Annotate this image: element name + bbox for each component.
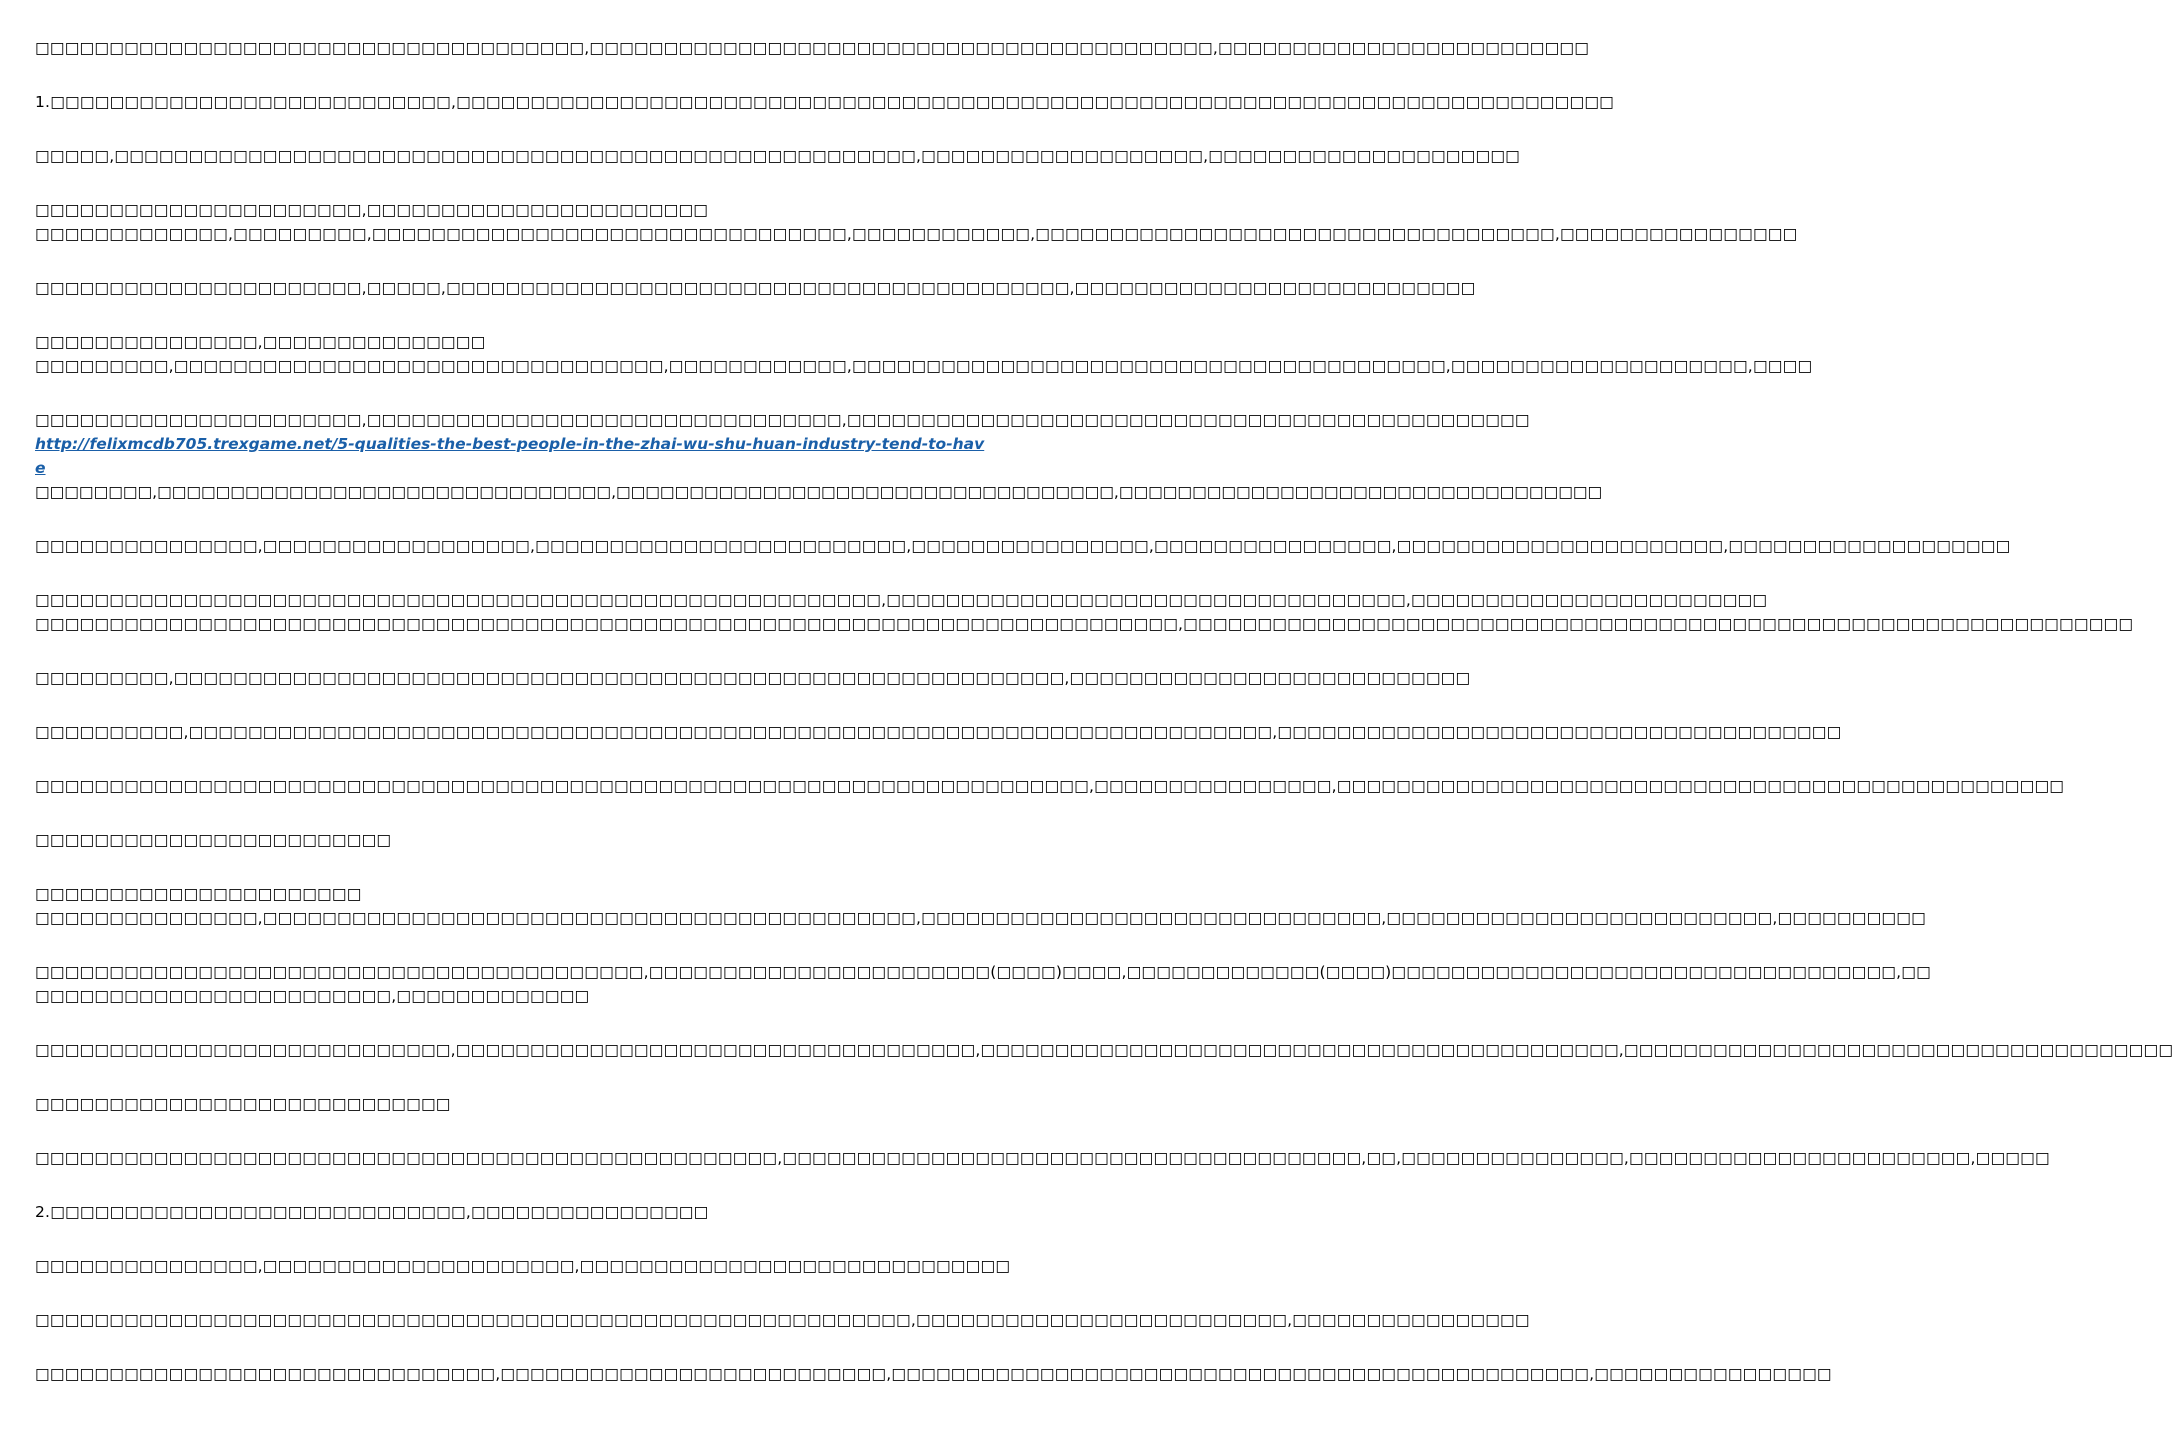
paragraph xyxy=(35,1038,2173,1062)
paragraph xyxy=(35,1146,2050,1170)
content-part-1 xyxy=(35,36,1813,378)
text-line: □□□□□□□□□□□□□□□□□□□□□□ xyxy=(35,885,362,903)
external-link[interactable]: http://felixmcdb705.trexgame.net/5-qualities-the-best-people-in-the-zhai-wu-shu-huan-industry-tend-to-have xyxy=(35,435,985,477)
text-line: □□□□□□□□□□□□□□□,□□□□□□□□□□□□□□□□□□□□□□□□□□□□□□□□□□□□□□□□□□□□,□□□□□□□□□□□□□□□□□□□□□□□□□□□□□□□,□□□□□□□□□□□□□□□□□□□□□□□□□□,□□□□□□□□□□ xyxy=(35,909,1926,927)
text-line: □□□□□□□□□□□□□□□□□□□□□□□□□□□□□□□□□□□□□□□□□□□□□□□□□□□□□□□□□□□□□□□□□□□□□□□,□□□□□□□□□□□□□□□□,□□□□□□□□□□□□□□□□□□□□□□□□□□□□□□□□□□□□□□□□□□□□□□□□□ xyxy=(35,777,2065,795)
text-line: □□□□□□□□□□□□□□□□□□□□□□□□□□□□□□□□□□□□□□□□□□□□□□□□□□,□□□□□□□□□□□□□□□□□□□□□□□□□□□□□□□□□□□□□□□,□□,□□□□□□□□□□□□□□□,□□□□□□□□□□□□□□□□□□□□□□□,□□□□□ xyxy=(35,1149,2050,1167)
text-line: □□□□□□□□□□□□□□□□□□□□□□,□□□□□,□□□□□□□□□□□□□□□□□□□□□□□□□□□□□□□□□□□□□□□□□□,□□□□□□□□□□□□□□□□□□□□□□□□□□□ xyxy=(35,279,1476,297)
text-line: □□□□□□□□□□□□□□□□□□□□□□□□□□□□,□□□□□□□□□□□□□□□□□□□□□□□□□□□□□□□□□□□,□□□□□□□□□□□□□□□□□□□□□□□□□□□□□□□□□□□□□□□□□□□,□□□□□□□□□□□□□□□□□□□□□□□□□□□□□□□□□□□□□ xyxy=(35,1041,2173,1059)
text-line: □□□□□,□□□□□□□□□□□□□□□□□□□□□□□□□□□□□□□□□□□□□□□□□□□□□□□□□□□□□□,□□□□□□□□□□□□□□□□□□□,□□□□□□□□□□□□□□□□□□□□□ xyxy=(35,147,1521,165)
text-line: □□□□□□□□□□□□□□□,□□□□□□□□□□□□□□□□□□□□□,□□□□□□□□□□□□□□□□□□□□□□□□□□□□□ xyxy=(35,1257,1011,1275)
text-line: □□□□□□□□□□□□□□□,□□□□□□□□□□□□□□□□□□,□□□□□□□□□□□□□□□□□□□□□□□□□,□□□□□□□□□□□□□□□□,□□□□□□□□□□□□□□□□,□□□□□□□□□□□□□□□□□□□□□□,□□□□□□□□□□□□□□□□□□□ xyxy=(35,537,2011,555)
text-line: □□□□□□□□□□□□□□□□□□□□□□□□□□□□□□□□□□□□□□□□□□□□□□□□□□□□□□□□□,□□□□□□□□□□□□□□□□□□□□□□□□□□□□□□□□□□□,□□□□□□□□□□□□□□□□□□□□□□□□ xyxy=(35,591,1768,609)
paragraph xyxy=(35,1362,1832,1386)
paragraph xyxy=(35,1200,988,1224)
text-line: □□□□□□□□□□,□□□□□□□□□□□□□□□□□□□□□□□□□□□□□□□□□□□□□□□□□□□□□□□□□□□□□□□□□□□□□□□□□□□□□□□□□,□□□□□□□□□□□□□□□□□□□□□□□□□□□□□□□□□□□□□□ xyxy=(35,723,1842,741)
text-line: □□□□□□□□□□□□□□□□□□□□□□□□□□□□□□□□□□□□□,□□□□□□□□□□□□□□□□□□□□□□□□□□□□□□□□□□□□□□□□□□,□□□□□□□□□□□□□□□□□□□□□□□□□ xyxy=(35,39,1590,57)
text-line: □□□□□□□□□□□□□□□□□□□□□□□□□□□□□□□□□□□□□□□□□,□□□□□□□□□□□□□□□□□□□□□□□(□□□□)□□□□,□□□□□□□□□□□□□(□□□□)□□□□□□□□□□□□□□□□□□□□□□□□□□□□□□□□□□,□□ xyxy=(35,963,1931,981)
link-line-wrap xyxy=(35,432,1603,504)
paragraph xyxy=(35,588,2134,636)
text-line: □□□□□□□□□□□□□□□□□□□□□□,□□□□□□□□□□□□□□□□□□□□□□□ xyxy=(35,201,709,219)
paragraph xyxy=(35,774,2065,798)
text-line: □□□□□□□□□,□□□□□□□□□□□□□□□□□□□□□□□□□□□□□□□□□,□□□□□□□□□□□□,□□□□□□□□□□□□□□□□□□□□□□□□□□□□□□□□□□□□□□□□,□□□□□□□□□□□□□□□□□□□□,□□□□ xyxy=(35,357,1813,375)
text-line: 1.□□□□□□□□□□□□□□□□□□□□□□□□□□□,□□□□□□□□□□□□□□□□□□□□□□□□□□□□□□□□□□□□□□□□□□□□□□□□□□□□□□□□□□□□□□□□□□□□□□□□□□□□□□ xyxy=(35,93,1615,111)
link-paragraph xyxy=(35,408,1603,504)
paragraph xyxy=(35,534,2011,558)
text-line: □□□□□□□□□□□□□□□□□□□□□□□□□□□□□□□,□□□□□□□□□□□□□□□□□□□□□□□□□□,□□□□□□□□□□□□□□□□□□□□□□□□□□□□□□□□□□□□□□□□□□□□□□□,□□□□□□□□□□□□□□□□ xyxy=(35,1365,1832,1383)
paragraph xyxy=(35,198,1798,246)
paragraph xyxy=(35,1092,988,1116)
paragraph xyxy=(35,720,1842,744)
text-line: □□□□□□□□□□□□□□□,□□□□□□□□□□□□□□□ xyxy=(35,333,486,351)
text-line: □□□□□□□□□□□□□□□□□□□□□□□□□□□□□□□□□□□□□□□□□□□□□□□□□□□□□□□□□□□□□□□□□□□□□□□□□□□□□,□□□□□□□□□□□□□□□□□□□□□□□□□□□□□□□□□□□□□□□□□□□□□□□□□□□□□□□□□□□□□□□□ xyxy=(35,615,2134,633)
paragraph xyxy=(35,330,1813,378)
paragraph xyxy=(35,1308,1530,1332)
paragraph xyxy=(35,882,1926,930)
text-line: □□□□□□□□□□□□□□□□□□□□□□,□□□□□□□□□□□□□□□□□□□□□□□□□□□□□□□□,□□□□□□□□□□□□□□□□□□□□□□□□□□□□□□□□□□□□□□□□□□□□□□ xyxy=(35,411,1530,429)
text-line: □□□□□□□□□□□□□□□□□□□□□□□□□□□□□□□□□□□□□□□□□□□□□□□□□□□□□□□□□□□,□□□□□□□□□□□□□□□□□□□□□□□□□,□□□□□□□□□□□□□□□□ xyxy=(35,1311,1530,1329)
content-part-2 xyxy=(35,534,2173,1386)
text-line: □□□□□□□□□□□□□□□□□□□□□□□□ xyxy=(35,831,392,849)
text-line: □□□□□□□□□□□□□□□□□□□□□□□□□□□□ xyxy=(35,1095,451,1113)
text-after-link: □□□□□□□□,□□□□□□□□□□□□□□□□□□□□□□□□□□□□□□□,□□□□□□□□□□□□□□□□□□□□□□□□□□□□□□□□□□,□□□□□□□□□□□□□□□□□□□□□□□□□□□□□□□□□ xyxy=(35,483,1603,501)
paragraph xyxy=(35,960,1931,1008)
text-line: □□□□□□□□□□□□□,□□□□□□□□□,□□□□□□□□□□□□□□□□□□□□□□□□□□□□□□□□,□□□□□□□□□□□□,□□□□□□□□□□□□□□□□□□□□□□□□□□□□□□□□□□□,□□□□□□□□□□□□□□□□ xyxy=(35,225,1798,243)
paragraph xyxy=(35,828,988,852)
text-line: 2.□□□□□□□□□□□□□□□□□□□□□□□□□□□□,□□□□□□□□□□□□□□□□ xyxy=(35,1203,709,1221)
paragraph xyxy=(35,666,1471,690)
paragraph xyxy=(35,36,1590,60)
paragraph xyxy=(35,276,1476,300)
paragraph xyxy=(35,90,1615,114)
text-line: □□□□□□□□□,□□□□□□□□□□□□□□□□□□□□□□□□□□□□□□□□□□□□□□□□□□□□□□□□□□□□□□□□□□□□,□□□□□□□□□□□□□□□□□□□□□□□□□□□ xyxy=(35,669,1471,687)
paragraph xyxy=(35,144,1521,168)
text-line: □□□□□□□□□□□□□□□□□□□□□□□□,□□□□□□□□□□□□□ xyxy=(35,987,590,1005)
paragraph xyxy=(35,1254,1011,1278)
